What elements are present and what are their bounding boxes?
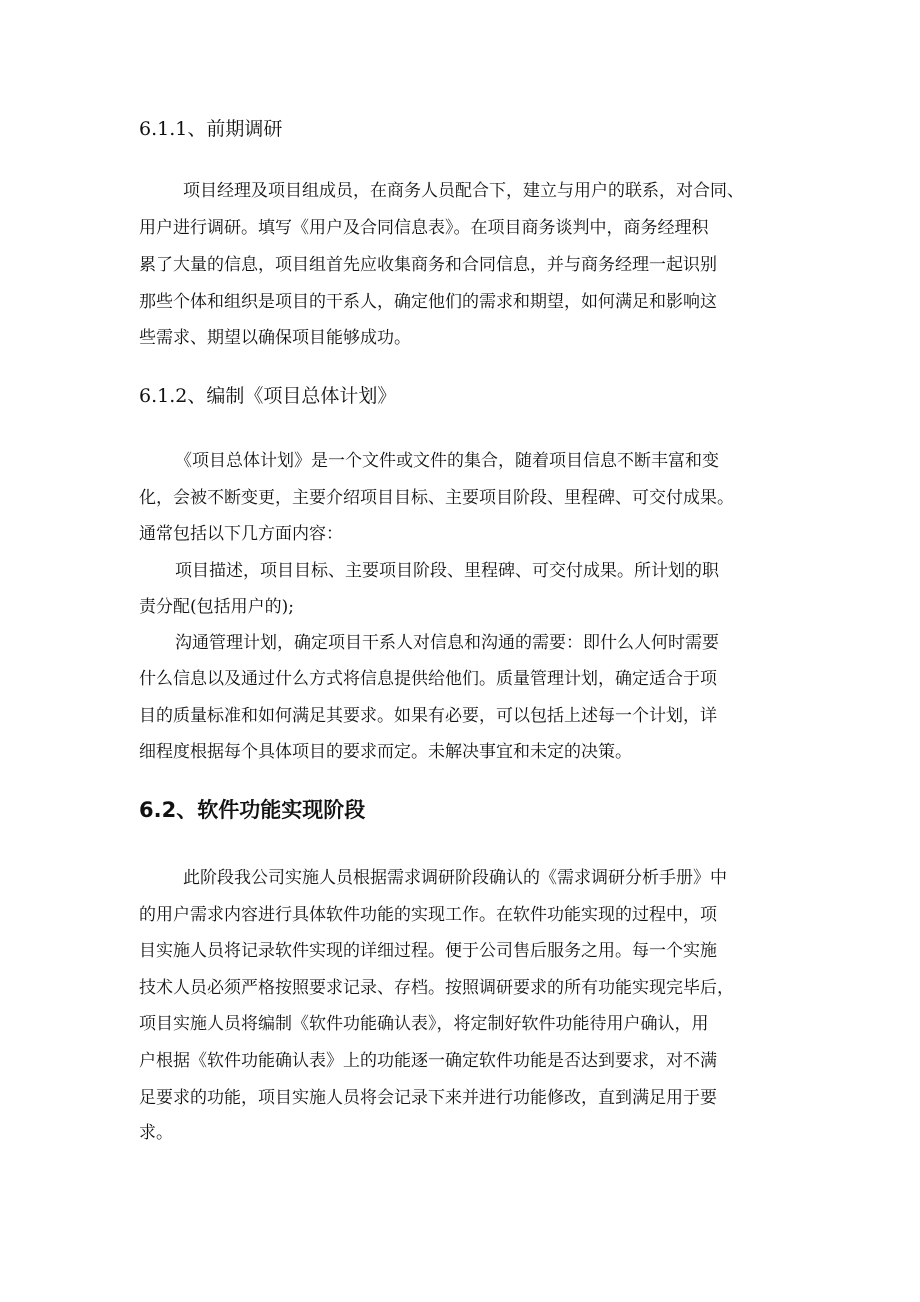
paragraph-line: 《项目总体计划》是一个文件或文件的集合，随着项目信息不断丰富和变 [175,451,719,471]
paragraph-line: 化，会被不断变更，主要介绍项目目标、主要项目阶段、里程碑、可交付成果。 [139,488,734,508]
paragraph-line: 项目经理及项目组成员，在商务人员配合下，建立与用户的联系，对合同、 [183,181,744,201]
paragraph-line: 项目实施人员将编制《软件功能确认表》，将定制好软件功能待用户确认，用 [139,1014,709,1034]
paragraph-line: 项目描述，项目目标、主要项目阶段、里程碑、可交付成果。所计划的职 [175,561,719,581]
section-heading-6-1-2: 6.1.2、编制《项目总体计划》 [139,385,397,407]
section-heading-6-2: 6.2、软件功能实现阶段 [139,798,366,822]
paragraph-line: 求。 [139,1123,173,1143]
paragraph-line: 技术人员必须严格按照要求记录、存档。按照调研要求的所有功能实现完毕后， [139,978,734,998]
paragraph-line: 沟通管理计划，确定项目干系人对信息和沟通的需要：即什么人何时需要 [175,633,719,653]
paragraph-line: 目的质量标准和如何满足其要求。如果有必要，可以包括上述每一个计划，详 [139,706,717,726]
paragraph-line: 用户进行调研。填写《用户及合同信息表》。在项目商务谈判中，商务经理积 [139,218,709,238]
paragraph-line: 通常包括以下几方面内容： [139,524,343,544]
paragraph-line: 的用户需求内容进行具体软件功能的实现工作。在软件功能实现的过程中，项 [139,905,717,925]
paragraph-line: 责分配(包括用户的); [139,597,294,617]
section-heading-6-1-1: 6.1.1、前期调研 [139,118,283,140]
paragraph-line: 什么信息以及通过什么方式将信息提供给他们。质量管理计划，确定适合于项 [139,669,717,689]
paragraph-line: 细程度根据每个具体项目的要求而定。未解决事宜和未定的决策。 [139,742,632,762]
paragraph-line: 些需求、期望以确保项目能够成功。 [139,328,411,348]
paragraph-line: 目实施人员将记录软件实现的详细过程。便于公司售后服务之用。每一个实施 [139,941,717,961]
paragraph-line: 户根据《软件功能确认表》上的功能逐一确定软件功能是否达到要求，对不满 [139,1051,717,1071]
paragraph-line: 累了大量的信息，项目组首先应收集商务和合同信息，并与商务经理一起识别 [139,255,717,275]
paragraph-line: 此阶段我公司实施人员根据需求调研阶段确认的《需求调研分析手册》中 [183,868,727,888]
paragraph-line: 那些个体和组织是项目的干系人，确定他们的需求和期望，如何满足和影响这 [139,292,717,312]
paragraph-line: 足要求的功能，项目实施人员将会记录下来并进行功能修改，直到满足用于要 [139,1088,717,1108]
